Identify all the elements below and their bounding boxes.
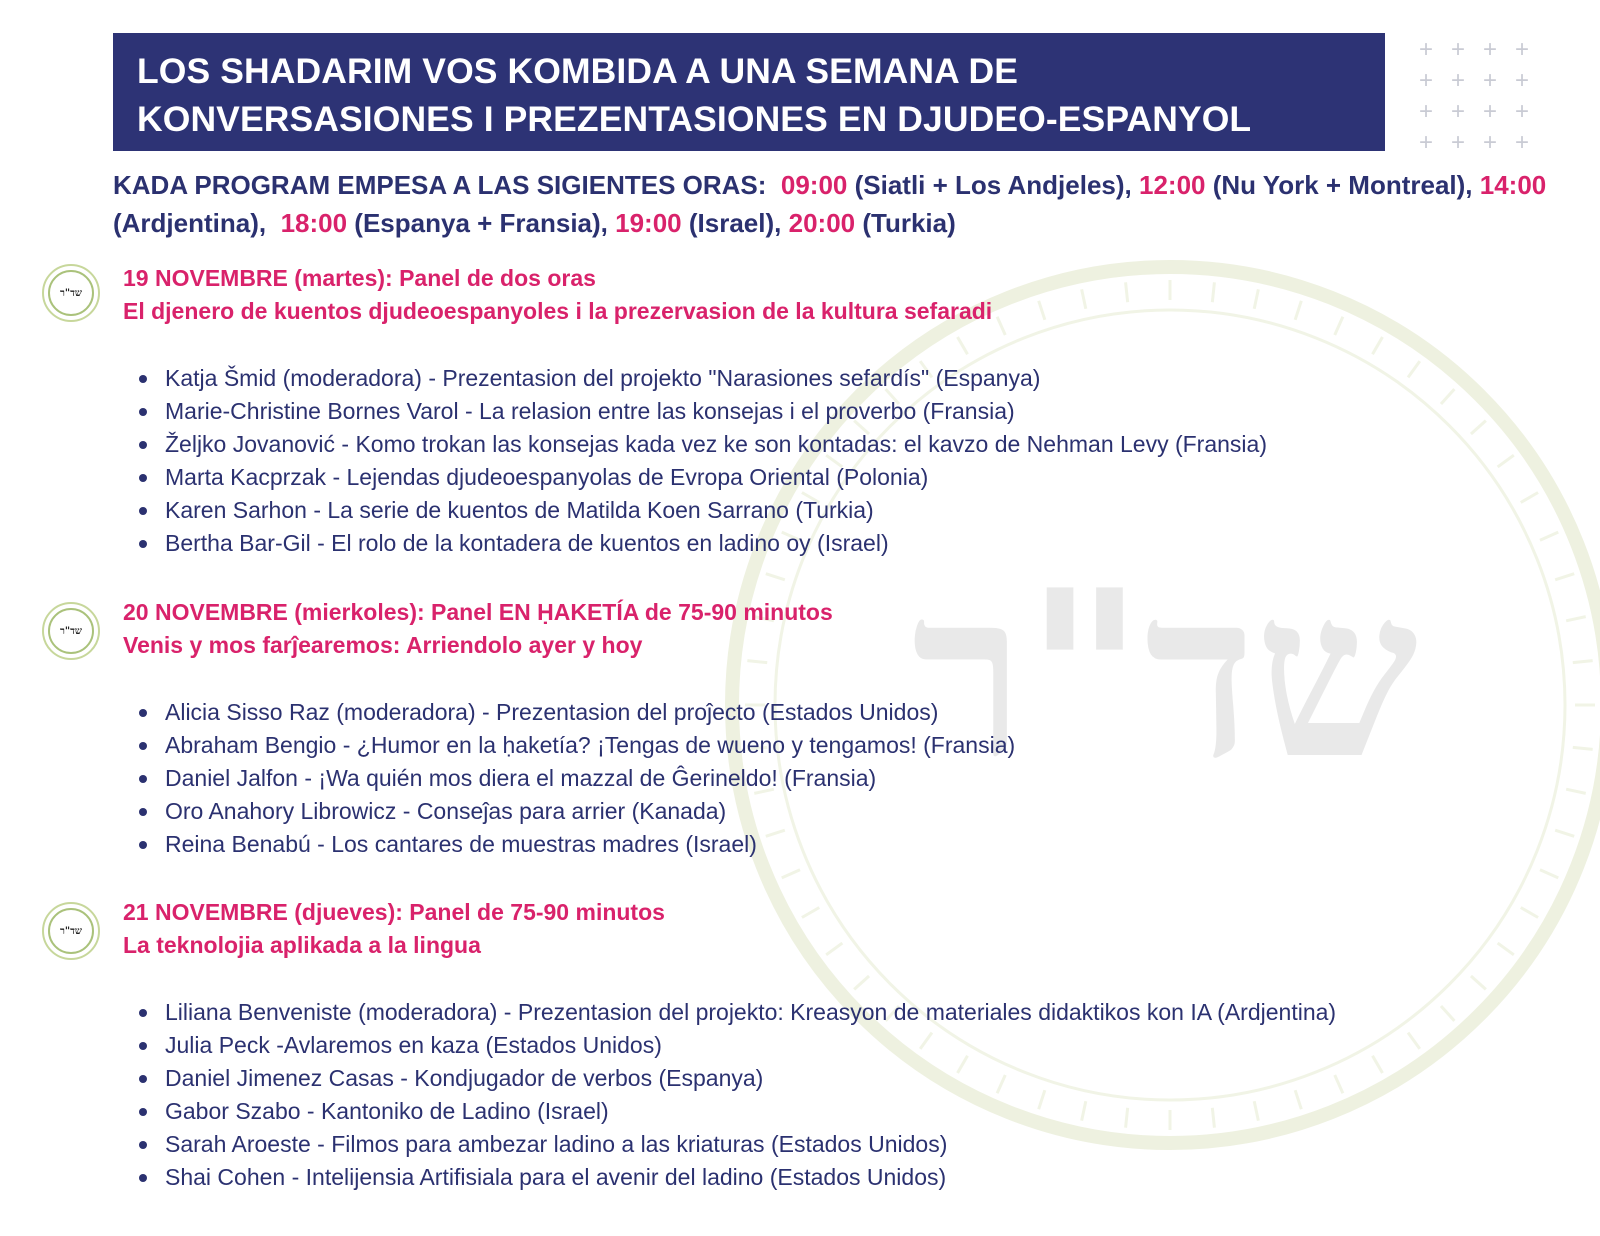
bullet-icon <box>139 441 147 449</box>
bullet-icon <box>139 507 147 515</box>
schedule-place: (Ardjentina), <box>113 208 267 238</box>
watermark-tick <box>1540 870 1558 878</box>
speaker-text: Abraham Bengio - ¿Humor en la ḥaketía? ¡Tengas de wueno y tengamos! (Fransia) <box>165 732 1016 758</box>
watermark-tick <box>1039 301 1045 320</box>
list-item <box>137 1128 1336 1161</box>
schedule-time: 18:00 <box>280 208 348 238</box>
shadarim-logo-badge <box>42 264 100 322</box>
bullet-icon <box>139 1009 147 1017</box>
speaker-text: Julia Peck -Avlaremos en kaza (Estados Unidos) <box>165 1032 662 1058</box>
schedule-time: 12:00 <box>1139 170 1206 200</box>
bullet-icon <box>139 808 147 816</box>
bullet-icon <box>139 1075 147 1083</box>
section-subtitle: Venis y mos farĵearemos: Arriendolo ayer y hoy <box>123 632 643 658</box>
watermark-tick <box>1521 493 1538 503</box>
bullet-icon <box>139 709 147 717</box>
schedule-place: (Israel), <box>688 208 782 238</box>
watermark-tick <box>1126 282 1128 302</box>
section-heading: 19 NOVEMBRE (martes): Panel de dos oras <box>123 265 596 291</box>
watermark-tick <box>1254 289 1258 309</box>
schedule-time: 09:00 <box>780 170 848 200</box>
speaker-text: Gabor Szabo - Kantoniko de Ladino (Israel) <box>165 1098 609 1124</box>
bullet-icon <box>139 1141 147 1149</box>
watermark-tick <box>826 943 842 955</box>
badge-hebrew-text: שד"ר <box>48 908 94 954</box>
shadarim-logo-badge <box>42 602 100 660</box>
speaker-text: Karen Sarhon - La serie de kuentos de Matilda Koen Sarrano (Turkia) <box>165 497 874 523</box>
watermark-tick <box>1566 789 1586 793</box>
bullet-icon <box>139 375 147 383</box>
bullet-icon <box>139 841 147 849</box>
watermark-tick <box>854 976 869 989</box>
list-item <box>137 1161 1336 1194</box>
title-banner <box>113 33 1385 151</box>
list-item <box>137 1095 1336 1128</box>
list-item <box>137 762 1015 795</box>
list-item <box>137 362 1267 395</box>
speaker-text: Katja Šmid (moderadora) - Prezentasion del projekto "Narasiones sefardís" (Espanya) <box>165 365 1041 391</box>
watermark-tick <box>1498 943 1514 955</box>
list-item <box>137 996 1336 1029</box>
watermark-tick <box>1373 1056 1383 1073</box>
speaker-text: Željko Jovanović - Komo trokan las konsejas kada vez ke son kontadas: el kavzo de Nehman Levy (Fransia) <box>165 431 1267 457</box>
watermark-tick <box>782 870 800 878</box>
speaker-text: Oro Anahory Librowicz - Conseĵas para arrier (Kanada) <box>165 798 727 824</box>
speaker-text: Daniel Jimenez Casas - Kondjugador de verbos (Espanya) <box>165 1065 764 1091</box>
speaker-list <box>137 362 1267 560</box>
watermark-tick <box>1441 1006 1454 1021</box>
watermark-tick <box>1540 532 1558 540</box>
watermark-tick <box>1555 830 1574 836</box>
bullet-icon <box>139 1174 147 1182</box>
watermark-tick <box>1471 976 1486 989</box>
speaker-text: Reina Benabú - Los cantares de muestras madres (Israel) <box>165 831 757 857</box>
list-item <box>137 1029 1336 1062</box>
speaker-text: Marie-Christine Bornes Varol - La relasion entre las konsejas i el proverbo (Fransia) <box>165 398 1015 424</box>
watermark-tick <box>1408 1033 1420 1049</box>
watermark-tick <box>1573 747 1593 749</box>
watermark-tick <box>1573 661 1593 663</box>
watermark-tick <box>1335 317 1343 335</box>
speaker-list <box>137 696 1015 861</box>
schedule-intro: KADA PROGRAM EMPESA A LAS SIGIENTES ORAS: <box>113 170 767 200</box>
watermark-tick <box>1555 574 1574 580</box>
section-heading: 20 NOVEMBRE (mierkoles): Panel EN ḤAKETÍA de 75-90 minutos <box>123 599 833 625</box>
list-item <box>137 696 1015 729</box>
decorative-plus-grid: + + + + + + + + + + + + + + + + <box>1418 36 1529 156</box>
watermark-tick <box>1566 617 1586 621</box>
watermark-tick <box>1521 908 1538 918</box>
schedule-time: 20:00 <box>788 208 856 238</box>
speaker-text: Bertha Bar-Gil - El rolo de la kontadera de kuentos en ladino oy (Israel) <box>165 530 889 556</box>
schedule-place: (Nu York + Montreal), <box>1212 170 1473 200</box>
watermark-tick <box>766 574 785 580</box>
watermark-tick <box>1295 301 1301 320</box>
watermark-tick <box>1082 289 1086 309</box>
schedule-times <box>113 166 1553 242</box>
watermark-tick <box>1373 337 1383 354</box>
list-item <box>137 395 1267 428</box>
watermark-tick <box>997 317 1005 335</box>
section-heading: 21 NOVEMBRE (djueves): Panel de 75-90 minutos <box>123 899 665 925</box>
watermark-tick <box>802 908 819 918</box>
badge-hebrew-text: שד"ר <box>48 270 94 316</box>
watermark-hebrew-text: שד"ר <box>911 540 1419 810</box>
speaker-text: Shai Cohen - Intelijensia Artifisiala para el avenir del ladino (Estados Unidos) <box>165 1164 947 1190</box>
watermark-tick <box>1441 389 1454 404</box>
speaker-text: Sarah Aroeste - Filmos para ambezar ladino a las kriaturas (Estados Unidos) <box>165 1131 948 1157</box>
list-item <box>137 828 1015 861</box>
speaker-text: Marta Kacprzak - Lejendas djudeoespanyolas de Evropa Oriental (Polonia) <box>165 464 929 490</box>
speaker-text: Alicia Sisso Raz (moderadora) - Prezentasion del proĵecto (Estados Unidos) <box>165 699 939 725</box>
section-subtitle: La teknolojia aplikada a la lingua <box>123 932 481 958</box>
watermark-tick <box>1471 421 1486 434</box>
list-item <box>137 494 1267 527</box>
bullet-icon <box>139 1108 147 1116</box>
watermark-tick <box>747 661 767 663</box>
bullet-icon <box>139 1042 147 1050</box>
bullet-icon <box>139 775 147 783</box>
list-item <box>137 729 1015 762</box>
watermark-tick <box>1498 455 1514 467</box>
list-item <box>137 527 1267 560</box>
speaker-list <box>137 996 1336 1194</box>
watermark-tick <box>958 337 968 354</box>
bullet-icon <box>139 474 147 482</box>
list-item <box>137 1062 1336 1095</box>
list-item <box>137 428 1267 461</box>
watermark-tick <box>1408 361 1420 377</box>
watermark-tick <box>1212 282 1214 302</box>
schedule-place: (Turkia) <box>862 208 956 238</box>
badge-hebrew-text: שד"ר <box>48 608 94 654</box>
banner-title-line-1: LOS SHADARIM VOS KOMBIDA A UNA SEMANA DE <box>137 51 1018 91</box>
banner-title-line-2: KONVERSASIONES I PREZENTASIONES EN DJUDEO-ESPANYOL <box>137 99 1252 139</box>
section-subtitle: El djenero de kuentos djudeoespanyoles i la prezervasion de la kultura sefaradi <box>123 298 993 324</box>
list-item <box>137 795 1015 828</box>
bullet-icon <box>139 742 147 750</box>
shadarim-logo-badge <box>42 902 100 960</box>
schedule-place: (Espanya + Fransia), <box>354 208 608 238</box>
schedule-place: (Siatli + Los Andjeles), <box>854 170 1132 200</box>
speaker-text: Daniel Jalfon - ¡Wa quién mos diera el mazzal de Ĝerineldo! (Fransia) <box>165 765 877 791</box>
list-item <box>137 461 1267 494</box>
schedule-time: 14:00 <box>1479 170 1547 200</box>
bullet-icon <box>139 408 147 416</box>
speaker-text: Liliana Benveniste (moderadora) - Prezentasion del projekto: Kreasyon de materiales didaktikos kon IA (Ardjentina) <box>165 999 1337 1025</box>
bullet-icon <box>139 540 147 548</box>
schedule-time: 19:00 <box>615 208 682 238</box>
